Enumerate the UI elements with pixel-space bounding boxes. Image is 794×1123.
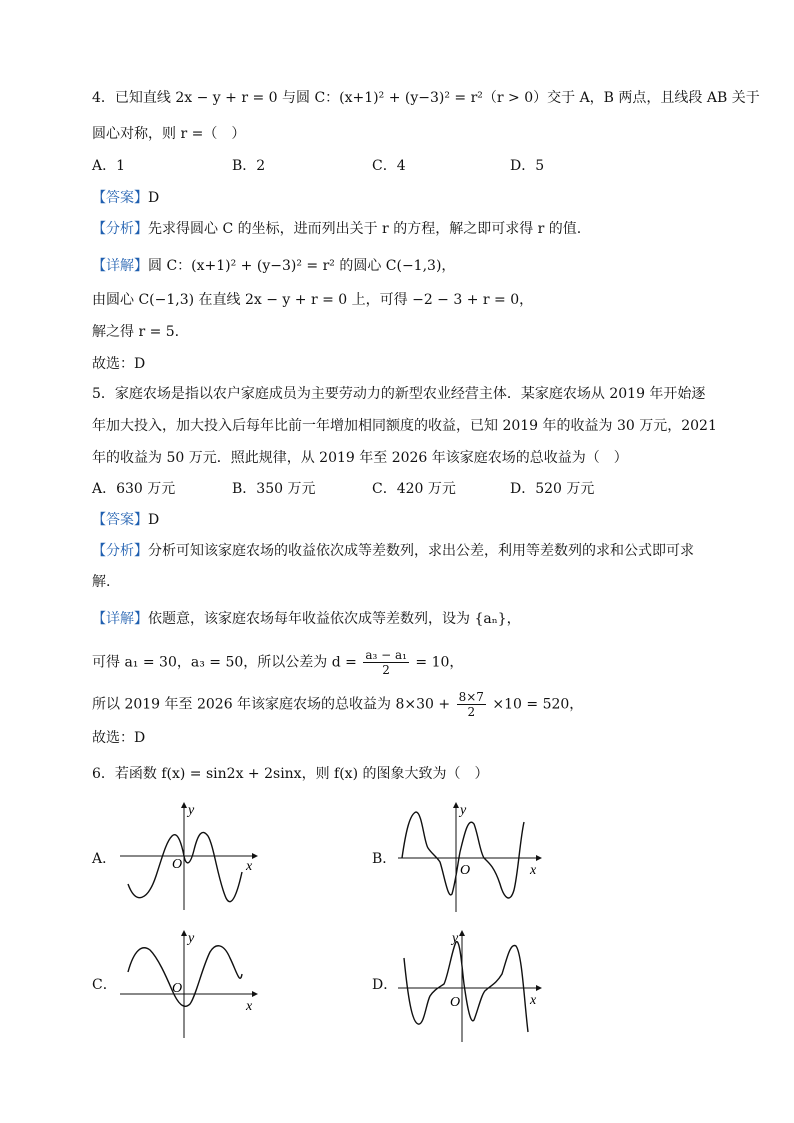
q6-option-d-label: D． [372, 977, 398, 993]
q5-answer [92, 510, 159, 530]
detail-text: 所以 2019 年至 2026 年该家庭农场的总收益为 8×30 + [92, 696, 451, 713]
analysis-text: 分析可知该家庭农场的收益依次成等差数列，求出公差，利用等差数列的求和公式即可求 [148, 543, 694, 559]
axis-x-label: x [246, 999, 253, 1014]
analysis-text: 先求得圆心 C 的坐标，进而列出关于 r 的方程，解之即可求得 r 的值. [148, 221, 582, 237]
curve [128, 946, 242, 1007]
curve [402, 812, 524, 898]
fraction-denominator: 2 [467, 705, 476, 719]
analysis-tag: 【分析】 [92, 221, 148, 237]
q4-option-a: A．1 [92, 158, 126, 174]
q5-option-d: D．520 万元 [510, 481, 595, 497]
q6-option-a-label: A． [92, 851, 117, 867]
fraction [457, 690, 486, 719]
graph-b [396, 800, 542, 914]
q4-detail-line1 [92, 256, 455, 276]
detail-text: = 10， [415, 654, 464, 671]
origin-label: O [450, 995, 461, 1010]
fraction-numerator: a₃ − a₁ [365, 648, 407, 662]
axis-x-label: x [246, 859, 253, 874]
q4-option-d: D．5 [510, 158, 545, 174]
detail-text: 可得 a₁ = 30，a₃ = 50，所以公差为 d = [92, 654, 357, 671]
q5-option-c: C．420 万元 [372, 481, 456, 497]
q4-option-c: C．4 [372, 158, 406, 174]
q6-option-b-label: B． [372, 851, 397, 867]
q5-choose: 故选：D [92, 730, 146, 746]
axis-x-label: x [530, 993, 537, 1008]
q5-option-a: A．630 万元 [92, 481, 176, 497]
origin-label: O [172, 981, 183, 996]
q5-detail-line2 [92, 648, 463, 677]
origin-label: O [460, 863, 471, 878]
q4-choose: 故选：D [92, 356, 146, 372]
axis-y-label: y [188, 803, 195, 818]
q5-detail-line1 [92, 609, 521, 629]
q4-detail-line2: 由圆心 C(−1,3) 在直线 2x − y + r = 0 上，可得 −2 − 3 + r = 0， [92, 292, 534, 308]
axis-x-label: x [530, 863, 537, 878]
q5-option-b: B．350 万元 [232, 481, 316, 497]
axis-y-label: y [460, 803, 467, 818]
q4-answer [92, 188, 159, 208]
answer-value: D [148, 190, 160, 206]
detail-text: 圆 C：(x+1)² + (y−3)² = r² 的圆心 C(−1,3)， [148, 258, 456, 274]
fraction-numerator: 8×7 [458, 690, 484, 704]
fraction-denominator: 2 [382, 663, 390, 677]
answer-tag: 【答案】 [92, 512, 148, 528]
axis-y-label: y [188, 931, 195, 946]
graph-d [396, 928, 542, 1044]
graph-c [118, 928, 258, 1040]
q4-analysis [92, 219, 581, 239]
q4-stem-line2: 圆心对称，则 r =（ ） [92, 126, 246, 142]
detail-tag: 【详解】 [92, 258, 148, 274]
graph-a [118, 800, 258, 912]
detail-tag: 【详解】 [92, 611, 148, 627]
fraction [363, 648, 409, 677]
analysis-tag: 【分析】 [92, 543, 148, 559]
detail-text: 依题意，该家庭农场每年收益依次成等差数列，设为 {aₙ}， [148, 611, 521, 627]
q5-stem-line1: 5．家庭农场是指以农户家庭成员为主要劳动力的新型农业经营主体．某家庭农场从 2019 年开始逐 [92, 386, 706, 402]
q4-detail-line3: 解之得 r = 5. [92, 324, 180, 340]
q5-detail-line3 [92, 690, 583, 719]
curve [128, 832, 242, 901]
curve [404, 942, 528, 1032]
q5-analysis-line1 [92, 541, 694, 561]
q6-option-c-label: C． [92, 977, 117, 993]
q6-stem: 6．若函数 f(x) = sin2x + 2sinx，则 f(x) 的图象大致为（ ） [92, 766, 489, 782]
q5-stem-line3: 年的收益为 50 万元．照此规律，从 2019 年至 2026 年该家庭农场的总收益为（ ） [92, 450, 628, 466]
q5-analysis-line2: 解. [92, 574, 111, 590]
answer-value: D [148, 512, 160, 528]
detail-text: ×10 = 520， [492, 696, 584, 713]
origin-label: O [172, 857, 183, 872]
answer-tag: 【答案】 [92, 190, 148, 206]
q5-stem-line2: 年加大投入，加大投入后每年比前一年增加相同额度的收益，已知 2019 年的收益为 30 万元，2021 [92, 418, 717, 434]
axis-y-label: y [452, 931, 459, 946]
q4-option-b: B．2 [232, 158, 266, 174]
q4-stem-line1: 4．已知直线 2x − y + r = 0 与圆 C：(x+1)² + (y−3)² = r²（r > 0）交于 A，B 两点，且线段 AB 关于 [92, 90, 760, 106]
